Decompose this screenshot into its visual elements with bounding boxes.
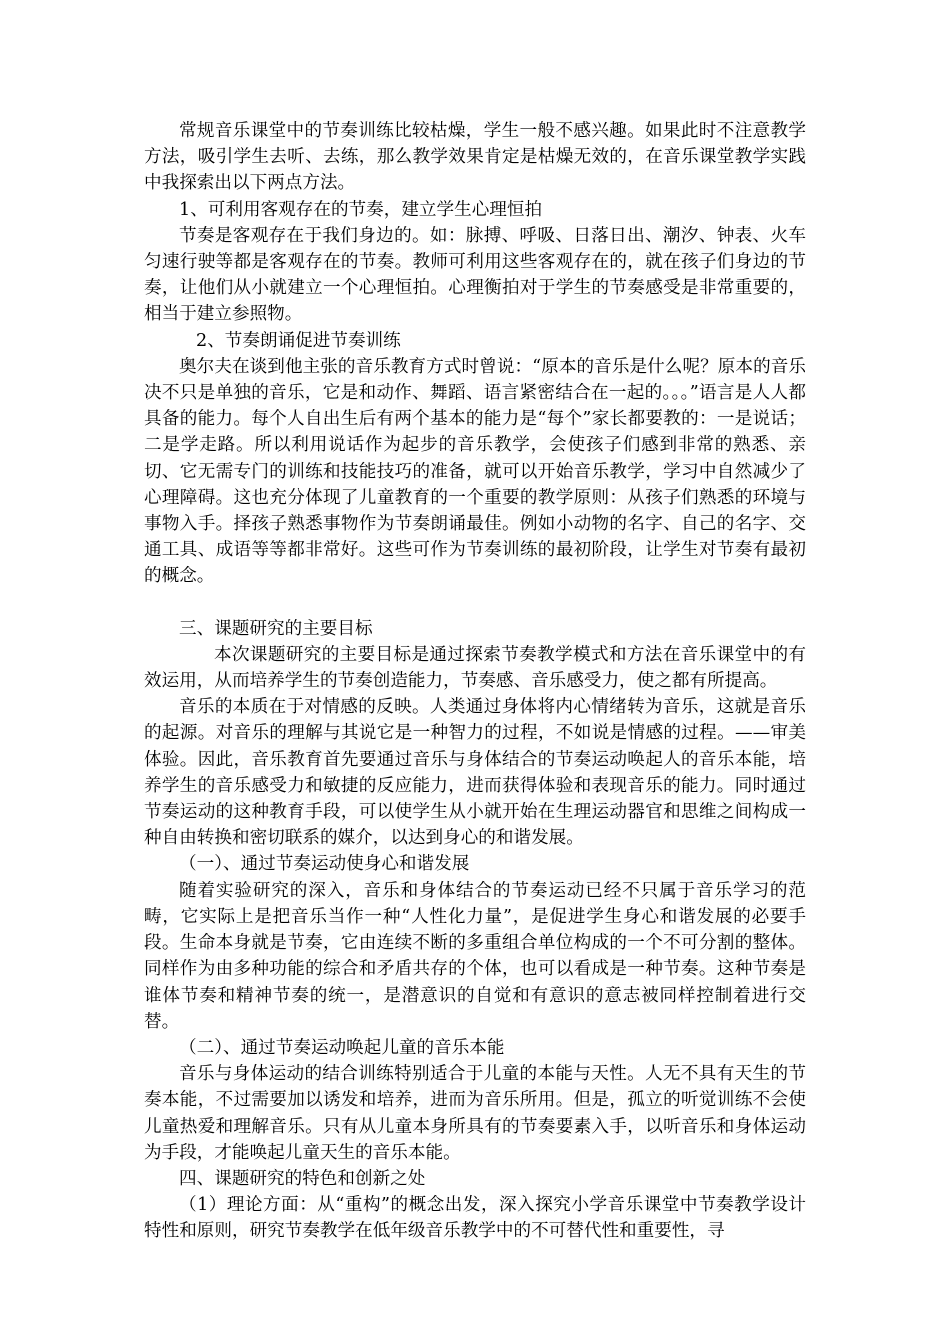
paragraph-intro: 常规音乐课堂中的节奏训练比较枯燥，学生一般不感兴趣。如果此时不注意教学方法，吸引学生去听、去练，那么教学效果肯定是枯燥无效的，在音乐课堂教学实践中我探索出以下两点方法。 [144, 121, 806, 194]
heading-method-2: 2、节奏朗诵促进节奏训练 [196, 330, 401, 351]
paragraph-method-2: 奥尔夫在谈到他主张的音乐教育方式时曾说：“原本的音乐是什么呢？原本的音乐决不只是单独的音乐，它是和动作、舞蹈、语言紧密结合在一起的。。。”语言是人人都具备的能力。每个人自出生后有两个基本的能力是“每个”家长都要教的：一是说话；二是学走路。所以利用说话作为起步的音乐教学，会使孩子们感到非常的熟悉、亲切、它无需专门的训练和技能技巧的准备，就可以开始音乐教学，学习中自然减少了心理障碍。这也充分体现了儿童教育的一个重要的教学原则：从孩子们熟悉的环境与事物入手。择孩子熟悉事物作为节奏朗诵最佳。例如小动物的名字、自己的名字、交通工具、成语等等都非常好。这些可作为节奏训练的最初阶段，让学生对节奏有最初的概念。 [144, 356, 806, 587]
paragraph-theory: （1）理论方面：从“重构”的概念出发，深入探究小学音乐课堂中节奏教学设计特性和原则，研究节奏教学在低年级音乐教学中的不可替代性和重要性，寻 [144, 1195, 806, 1242]
paragraph-method-1: 节奏是客观存在于我们身边的。如：脉搏、呼吸、日落日出、潮汐、钟表、火车匀速行驶等都是客观存在的节奏。教师可利用这些客观存在的，就在孩子们身边的节奏，让他们从小就建立一个心理恒拍。心理衡拍对于学生的节奏感受是非常重要的，相当于建立参照物。 [144, 225, 806, 325]
document-body [144, 118, 806, 1245]
paragraph-music-essence: 音乐的本质在于对情感的反映。人类通过身体将内心情绪转为音乐，这就是音乐的起源。对音乐的理解与其说它是一种智力的过程，不如说是情感的过程。——审美体验。因此，音乐教育首先要通过音乐与身体结合的节奏运动唤起人的音乐本能，培养学生的音乐感受力和敏捷的反应能力，进而获得体验和表现音乐的能力。同时通过节奏运动的这种教育手段，可以使学生从小就开始在生理运动器官和思维之间构成一种自由转换和密切联系的媒介，以达到身心的和谐发展。 [144, 697, 806, 849]
blank-line [144, 590, 806, 616]
heading-subsection-2: （二）、通过节奏运动唤起儿童的音乐本能 [179, 1037, 505, 1058]
paragraph-goals: 本次课题研究的主要目标是通过探索节奏教学模式和方法在音乐课堂中的有效运用，从而培养学生的节奏创造能力，节奏感、音乐感受力，使之都有所提高。 [144, 644, 806, 692]
heading-method-1: 1、可利用客观存在的节奏，建立学生心理恒拍 [179, 199, 543, 220]
paragraph-subsection-2: 音乐与身体运动的结合训练特别适合于儿童的本能与天性。人无不具有天生的节奏本能，不过需要加以诱发和培养，进而为音乐所用。但是，孤立的听觉训练不会使儿童热爱和理解音乐。只有从儿童本身所具有的节奏要素入手，以听音乐和身体运动为手段，才能唤起儿童天生的音乐本能。 [144, 1064, 806, 1163]
paragraph-subsection-1: 随着实验研究的深入，音乐和身体结合的节奏运动已经不只属于音乐学习的范畴，它实际上是把音乐当作一种“人性化力量”，是促进学生身心和谐发展的必要手段。生命本身就是节奏，它由连续不断的多重组合单位构成的一个不可分割的整体。同样作为由多种功能的综合和矛盾共存的个体，也可以看成是一种节奏。这种节奏是谁体节奏和精神节奏的统一，是潜意识的自觉和有意识的意志被同样控制着进行交替。 [144, 880, 806, 1032]
heading-section-4: 四、课题研究的特色和创新之处 [179, 1168, 426, 1189]
heading-section-3: 三、课题研究的主要目标 [179, 618, 373, 639]
heading-subsection-1: （一）、通过节奏运动使身心和谐发展 [179, 854, 470, 875]
